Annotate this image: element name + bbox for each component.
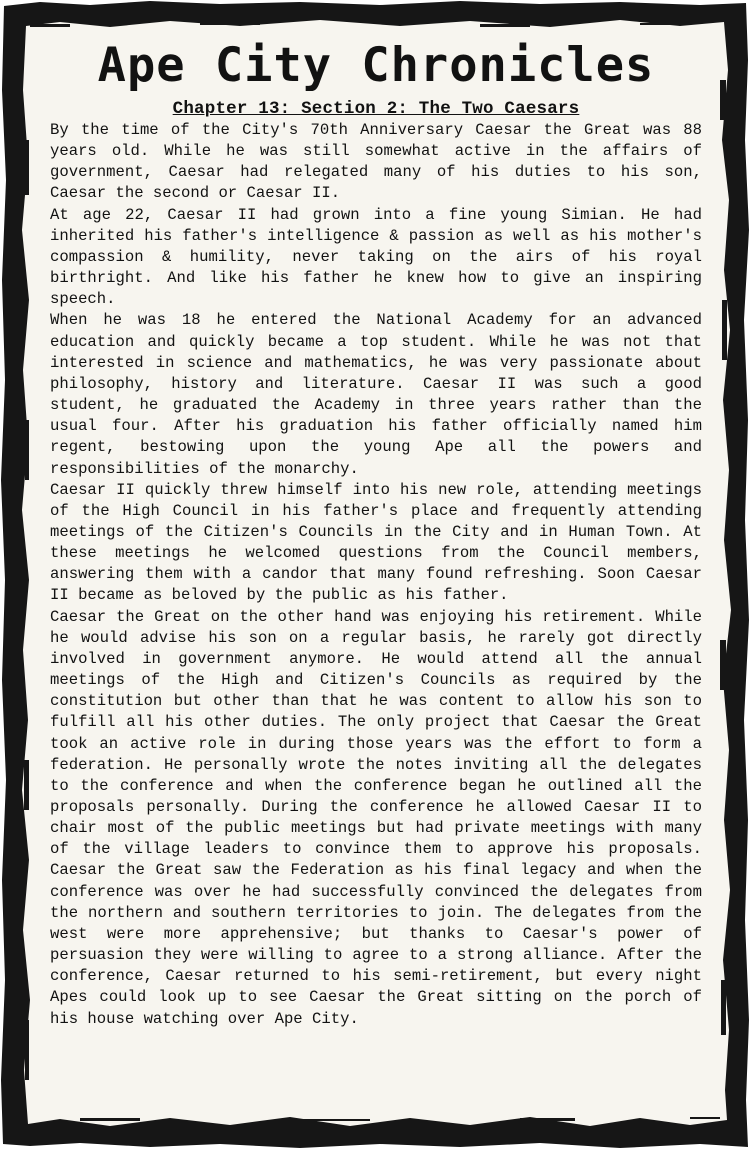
document-content <box>50 36 702 1030</box>
paragraph-3: When he was 18 he entered the National Academy for an advanced education and quickly became a top student. While he was not that interested in science and mathematics, he was very passionate about philosophy, history and literature. Caesar II was such a good student, he graduated the Academy in three years rather than the usual four. After his graduation his father officially named him regent, bestowing upon the young Ape all the powers and responsibilities of the monarchy. <box>50 311 702 478</box>
section-subtitle: Chapter 13: Section 2: The Two Caesars <box>172 99 580 119</box>
page-title: Ape City Chronicles <box>97 38 655 93</box>
paragraph-1: By the time of the City's 70th Anniversary Caesar the Great was 88 years old. While he was still somewhat active in the affairs of government, Caesar had relegated many of his duties to his son, Caesar the second or Caesar II. <box>50 121 702 203</box>
paragraph-2: At age 22, Caesar II had grown into a fine young Simian. He had inherited his father's intelligence & passion as well as his mother's compassion & humility, never taking on the airs of his royal birthright. And like his father he knew how to give an inspiring speech. <box>50 205 702 309</box>
paragraph-4: Caesar II quickly threw himself into his new role, attending meetings of the High Council in his father's place and frequently attending meetings of the Citizen's Councils in the City and in Human Town. At these meetings he welcomed questions from the Council members, answering them with a candor that many found refreshing. Soon Caesar II became as beloved by the public as his father. <box>50 480 702 605</box>
paragraph-5: Caesar the Great on the other hand was enjoying his retirement. While he would advise his son on a regular basis, he rarely got directly involved in government anymore. He would attend all the annual meetings of the High and Citizen's Councils as required by the constitution but other than that he was content to allow his son to fulfill all his other duties. The only project that Caesar the Great took an active role in during those years was the effort to form a federation. He personally wrote the notes inviting all the delegates to the conference and when the conference began he outlined all the proposals personally. During the conference he allowed Caesar II to chair most of the public meetings but had private meetings with many of the village leaders to convince them to approve his proposals. Caesar the Great saw the Federation as his final legacy and when the conference was over he had successfully convinced the delegates from the northern and southern territories to join. The delegates from the west were more apprehensive; but thanks to Caesar's power of persuasion they were willing to agree to a strong alliance. After the conference, Caesar returned to his semi-retirement, but every night Apes could look up to see Caesar the Great sitting on the porch of his house watching over Ape City. <box>50 607 702 1028</box>
